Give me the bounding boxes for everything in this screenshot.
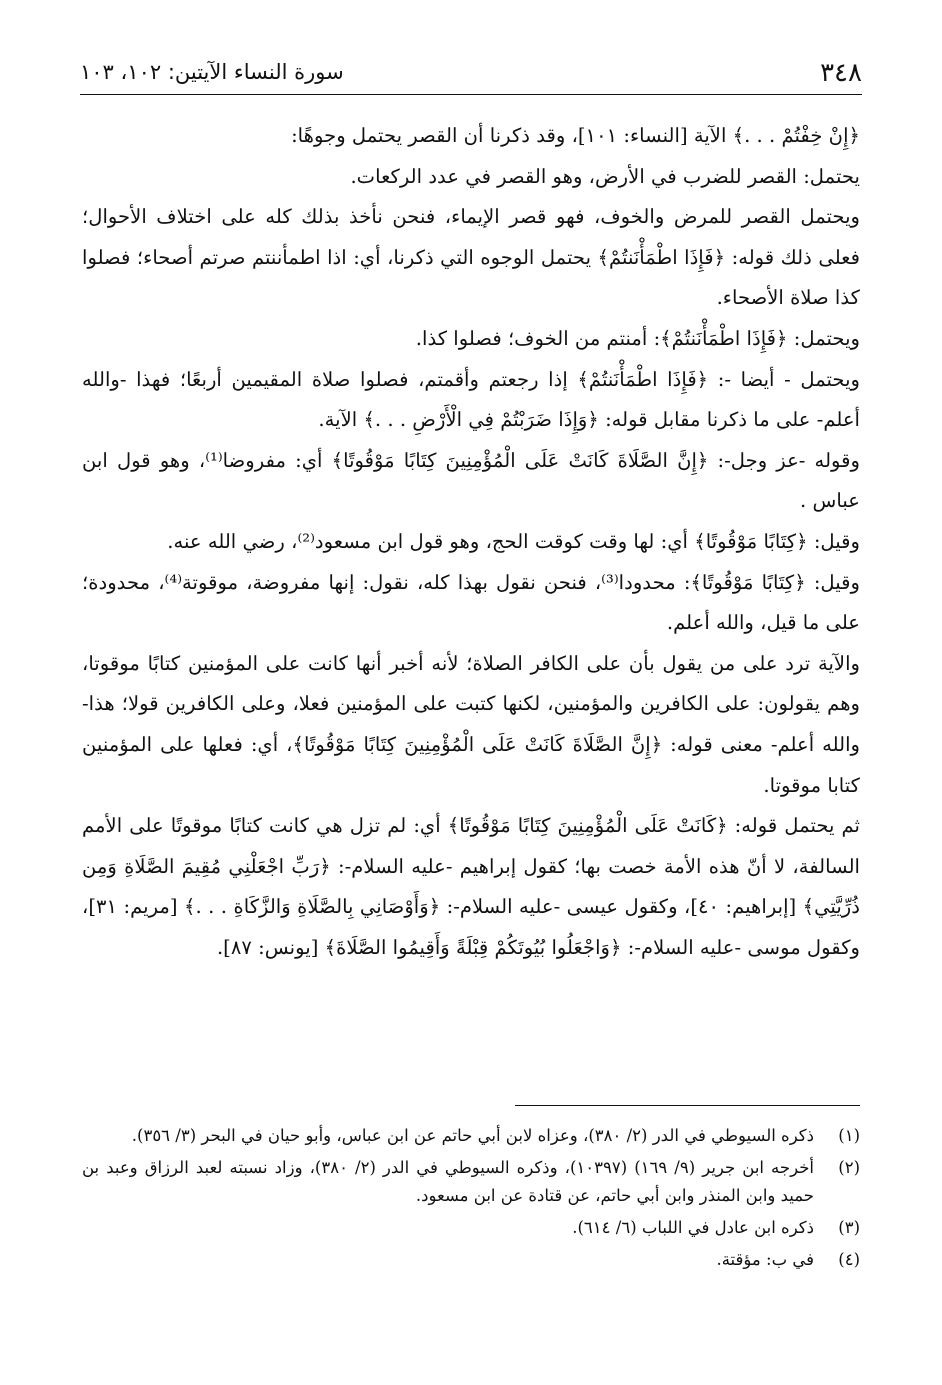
page-number: ٣٤٨ <box>820 58 862 88</box>
running-title: سورة النساء الآيتين: ١٠٢، ١٠٣ <box>80 60 344 84</box>
footnote-text: في ب: مؤقتة. <box>716 1250 814 1269</box>
main-text <box>82 116 860 968</box>
footnote-number: (٤) <box>838 1250 860 1269</box>
footnote <box>82 1246 860 1274</box>
footnotes <box>82 1122 860 1278</box>
paragraph: ﴿إِنْ خِفْتُمْ . . .﴾ الآية [النساء: ١٠١]، وقد ذكرنا أن القصر يحتمل وجوهًا: <box>291 124 860 147</box>
page-header <box>80 56 862 95</box>
footnote-separator <box>515 1105 860 1106</box>
paragraph: يحتمل: القصر للضرب في الأرض، وهو القصر في عدد الركعات. <box>350 164 860 188</box>
footnote-text: ذكره ابن عادل في اللباب (٦/ ٦١٤). <box>572 1218 814 1237</box>
paragraph: وقوله -عز وجل-: ﴿إِنَّ الصَّلَاةَ كَانَتْ عَلَى الْمُؤْمِنِينَ كِتَابًا مَوْقُوتًا﴾ أي: مفروضا⁽¹⁾، وهو قول ابن عباس . <box>82 448 860 513</box>
paragraph: والآية ترد على من يقول بأن على الكافر الصلاة؛ لأنه أخبر أنها كانت على المؤمنين كتابًا موقوتا، وهم يقولون: على الكافرين والمؤمنين، لكنها كتبت على المؤمنين فعلا، وعلى الكافرين قولا؛ هذا- والله أعلم- معنى قوله: ﴿إِنَّ الصَّلَاةَ كَانَتْ عَلَى الْمُؤْمِنِينَ كِتَابًا مَوْقُوتًا﴾، أي: فعلها على المؤمنين كتابا موقوتا. <box>82 651 860 797</box>
paragraph: ويحتمل - أيضا -: ﴿فَإِذَا اطْمَأْنَنتُمْ﴾ إذا رجعتم وأقمتم، فصلوا صلاة المقيمين أربعًا؛ فهذا -والله أعلم- على ما ذكرنا مقابل قوله: ﴿وَإِذَا ضَرَبْتُمْ فِي الْأَرْضِ . . .﴾ الآية. <box>82 367 860 432</box>
footnote <box>82 1214 860 1242</box>
paragraph: وقيل: ﴿كِتَابًا مَوْقُوتًا﴾: محدودا⁽³⁾، فنحن نقول بهذا كله، نقول: إنها مفروضة، موقوتة⁽⁴⁾، محدودة؛ على ما قيل، والله أعلم. <box>82 570 860 635</box>
footnote-text: أخرجه ابن جرير (٩/ ١٦٩) (١٠٣٩٧)، وذكره السيوطي في الدر (٢/ ٣٨٠)، وزاد نسبته لعبد الرزاق وعبد بن حميد وابن المنذر وابن أبي حاتم، عن قتادة عن ابن مسعود. <box>82 1158 814 1205</box>
paragraph: ويحتمل القصر للمرض والخوف، فهو قصر الإيماء، فنحن نأخذ بذلك كله على اختلاف الأحوال؛ فعلى ذلك قوله: ﴿فَإِذَا اطْمَأْنَنتُمْ﴾ يحتمل الوجوه التي ذكرنا، أي: اذا اطمأننتم صرتم أصحاء؛ فصلوا كذا صلاة الأصحاء. <box>82 205 860 310</box>
paragraph: ويحتمل: ﴿فَإِذَا اطْمَأْنَنتُمْ﴾: أمنتم من الخوف؛ فصلوا كذا. <box>415 326 860 350</box>
paragraph: ثم يحتمل قوله: ﴿كَانَتْ عَلَى الْمُؤْمِنِينَ كِتَابًا مَوْقُوتًا﴾ أي: لم تزل هي كانت كتابًا موقوتًا على الأمم السالفة، لا أنّ هذه الأمة خصت بها؛ كقول إبراهيم -عليه السلام-: ﴿رَبِّ اجْعَلْنِي مُقِيمَ الصَّلَاةِ وَمِن ذُرِّيَّتِي﴾ [إبراهيم: ٤٠]، وكقول عيسى -عليه السلام-: ﴿وَأَوْصَانِي بِالصَّلَاةِ وَالزَّكَاةِ . . .﴾ [مريم: ٣١]، وكقول موسى -عليه السلام-: ﴿وَاجْعَلُوا بُيُوتَكُمْ قِبْلَةً وَأَقِيمُوا الصَّلَاةَ﴾ [يونس: ٨٧]. <box>82 814 860 959</box>
footnote <box>82 1122 860 1150</box>
footnote-number: (٢) <box>838 1158 860 1177</box>
footnote-number: (١) <box>838 1126 860 1145</box>
footnote-number: (٣) <box>838 1218 860 1237</box>
footnote-text: ذكره السيوطي في الدر (٢/ ٣٨٠)، وعزاه لابن أبي حاتم عن ابن عباس، وأبو حيان في البحر (٣/ ٣٥٦). <box>131 1126 814 1145</box>
paragraph: وقيل: ﴿كِتَابًا مَوْقُوتًا﴾ أي: لها وقت كوقت الحج، وهو قول ابن مسعود⁽²⁾، رضي الله عنه. <box>167 529 860 553</box>
footnote <box>82 1154 860 1210</box>
